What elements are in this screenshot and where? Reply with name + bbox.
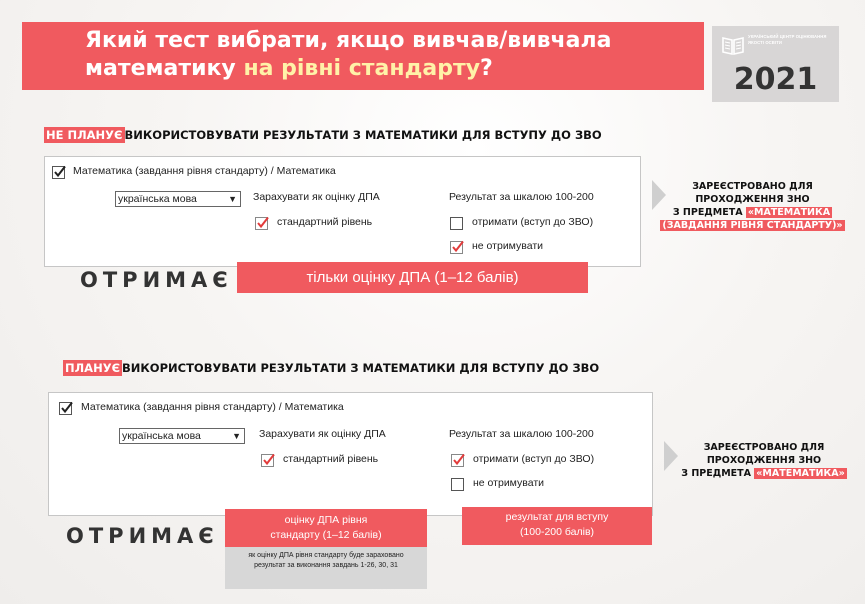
- section-1-gets-label: ОТРИМАЄ: [80, 268, 233, 292]
- title-highlight: на рівні стандарту: [243, 56, 481, 81]
- title-line-1: Який тест вибрати, якщо вивчав/вивчала: [85, 28, 612, 53]
- title-subject: математику: [85, 56, 244, 81]
- section-1-heading-text: ВИКОРИСТОВУВАТИ РЕЗУЛЬТАТИ З МАТЕМАТИКИ ДЛЯ ВСТУПУ ДО ЗВО: [124, 128, 602, 142]
- section-2-scale-option-2: не отримувати: [473, 477, 545, 489]
- section-2-tag: ПЛАНУЄ: [65, 361, 121, 375]
- section-1-registered-subject: «МАТЕМАТИКА: [747, 207, 831, 218]
- section-2-language-select[interactable]: [119, 428, 245, 444]
- section-2-registered-line-3: [668, 467, 860, 480]
- section-2-scale-option-1-checkbox[interactable]: [451, 454, 464, 467]
- section-2-result-admission: [462, 507, 652, 545]
- section-2-registered-subject: «МАТЕМАТИКА»: [756, 468, 845, 479]
- checkmark-icon: [256, 216, 269, 230]
- section-2-scale-header: Результат за шкалою 100-200: [449, 428, 594, 440]
- section-2-subject-label: Математика (завдання рівня стандарту) / Математика: [81, 401, 344, 413]
- section-1-subject-checkbox[interactable]: [52, 166, 65, 179]
- section-2-registered-prefix: З ПРЕДМЕТА: [681, 468, 755, 479]
- logo-box: [712, 26, 839, 102]
- section-1-dpa-header: Зарахувати як оцінку ДПА: [253, 191, 380, 203]
- section-1-subject-label: Математика (завдання рівня стандарту) / Математика: [73, 165, 336, 177]
- section-2-result-admission-line-1: результат для вступу: [505, 511, 609, 523]
- language-select-value: українська мова: [118, 193, 197, 205]
- section-1-dpa-option: стандартний рівень: [277, 216, 373, 228]
- checkmark-icon: [451, 240, 464, 254]
- section-2-form: [48, 392, 653, 516]
- section-2-dpa-header: Зарахувати як оцінку ДПА: [259, 428, 386, 440]
- section-2-registered-line-2: ПРОХОДЖЕННЯ ЗНО: [706, 455, 822, 466]
- language-select-value: українська мова: [122, 430, 201, 442]
- section-2-dpa-checkbox[interactable]: [261, 454, 274, 467]
- section-1-scale-option-1: отримати (вступ до ЗВО): [472, 216, 594, 228]
- section-1-dpa-checkbox[interactable]: [255, 217, 268, 230]
- title-line-2: [85, 55, 695, 83]
- logo-year: 2021: [733, 62, 818, 97]
- section-2-scale-option-2-checkbox[interactable]: [451, 478, 464, 491]
- section-2-dpa-option: стандартний рівень: [283, 453, 379, 465]
- section-2-result-dpa: [225, 509, 427, 547]
- checkmark-icon: [452, 453, 465, 467]
- page-title: [85, 27, 695, 83]
- section-1-form: [44, 156, 641, 267]
- checkmark-icon: [53, 165, 66, 179]
- checkmark-icon: [60, 401, 73, 415]
- section-1-scale-option-2-checkbox[interactable]: [450, 241, 463, 254]
- section-1-registered-line-4: [655, 219, 850, 232]
- title-question-mark: ?: [480, 56, 493, 81]
- section-1-scale-option-2: не отримувати: [472, 240, 544, 252]
- book-icon: [722, 34, 744, 56]
- chevron-down-icon: ▼: [232, 431, 241, 441]
- section-1-tag: НЕ ПЛАНУЄ: [46, 128, 123, 142]
- section-1-registered-line-1: ЗАРЕЄСТРОВАНО ДЛЯ: [692, 181, 813, 192]
- logo-org-name: УКРАЇНСЬКИЙ ЦЕНТР ОЦІНЮВАННЯ ЯКОСТІ ОСВІТИ: [748, 34, 827, 45]
- section-1-registered: [655, 180, 850, 232]
- section-1-heading: [44, 128, 602, 142]
- section-2-result-dpa-line-2: стандарту (1–12 балів): [270, 529, 382, 541]
- section-1-language-select[interactable]: [115, 191, 241, 207]
- section-1-registered-line-3: [655, 206, 850, 219]
- section-2-result-admission-line-2: (100-200 балів): [519, 526, 595, 538]
- section-2-note: як оцінку ДПА рівня стандарту буде зараховано результат за виконання завдань 1-26, 30, 31: [225, 547, 427, 589]
- section-1-registered-prefix: З ПРЕДМЕТА: [672, 207, 746, 218]
- checkmark-icon: [262, 453, 275, 467]
- section-1-scale-header: Результат за шкалою 100-200: [449, 191, 594, 203]
- section-2-subject-checkbox[interactable]: [59, 402, 72, 415]
- section-1-registered-subject-2: (ЗАВДАННЯ РІВНЯ СТАНДАРТУ)»: [662, 220, 843, 231]
- section-1-registered-line-2: ПРОХОДЖЕННЯ ЗНО: [695, 194, 810, 205]
- section-2-scale-option-1: отримати (вступ до ЗВО): [473, 453, 595, 465]
- section-2-registered: [668, 441, 860, 480]
- section-1-result: тільки оцінку ДПА (1–12 балів): [237, 262, 588, 293]
- section-2-heading-text: ВИКОРИСТОВУВАТИ РЕЗУЛЬТАТИ З МАТЕМАТИКИ ДЛЯ ВСТУПУ ДО ЗВО: [122, 361, 600, 375]
- chevron-down-icon: ▼: [228, 194, 237, 204]
- section-2-registered-line-1: ЗАРЕЄСТРОВАНО ДЛЯ: [703, 442, 825, 453]
- section-2-heading: [63, 361, 599, 375]
- section-2-result-dpa-line-1: оцінку ДПА рівня: [284, 514, 368, 526]
- section-2-gets-label: ОТРИМАЄ: [66, 524, 219, 548]
- section-1-scale-option-1-checkbox[interactable]: [450, 217, 463, 230]
